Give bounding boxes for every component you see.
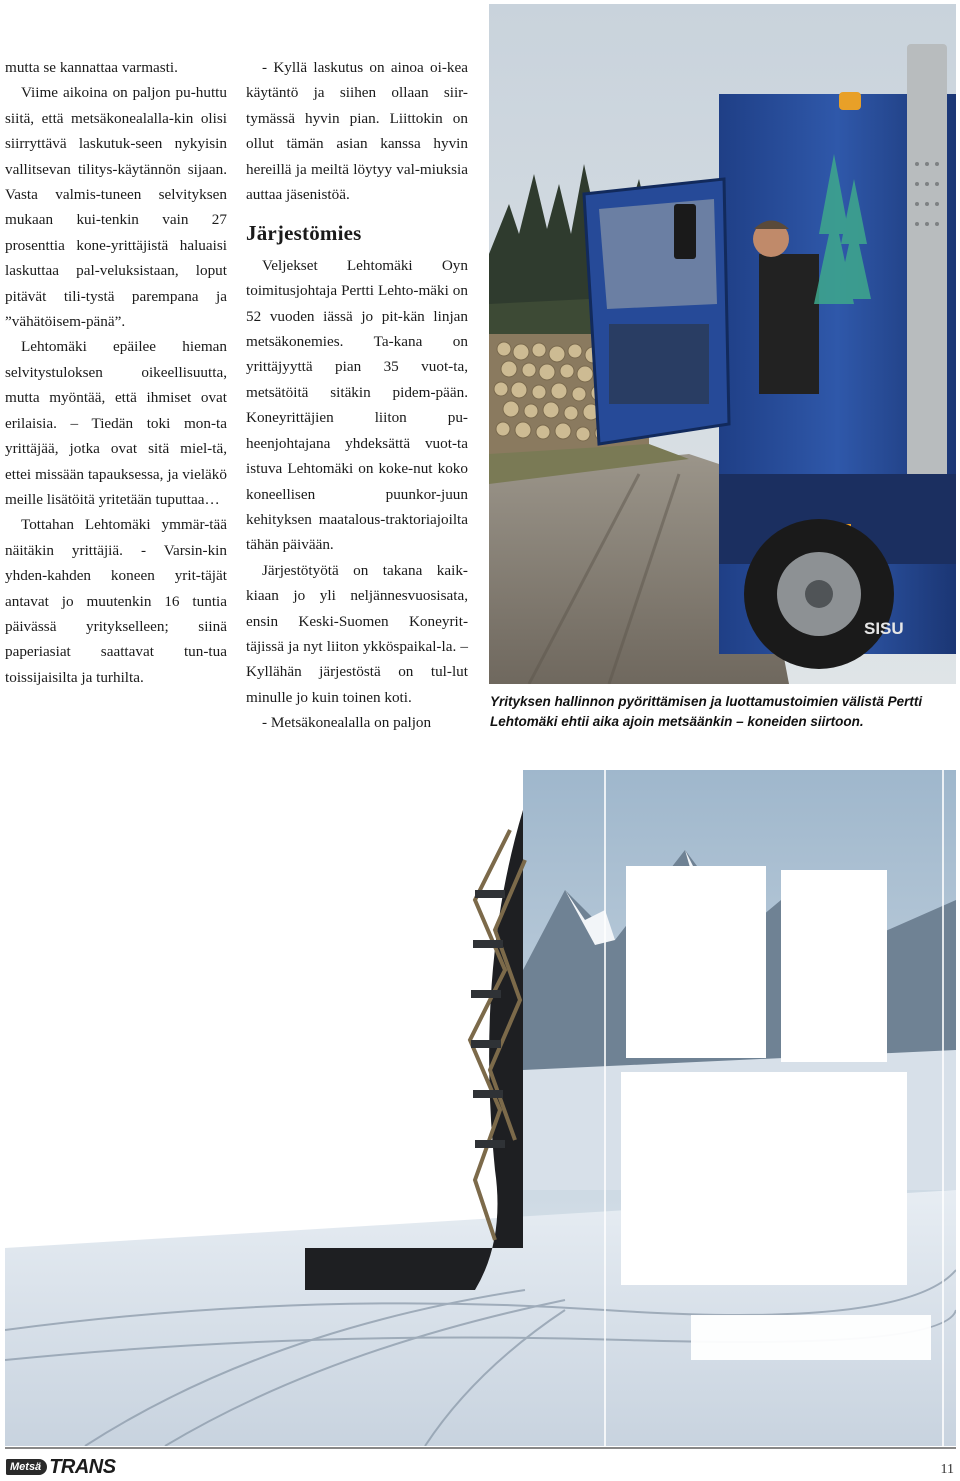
paragraph: mutta se kannattaa varmasti. <box>5 59 178 76</box>
ad-white-panel <box>691 1315 931 1360</box>
logo-metsa-text: Metsä <box>6 1459 47 1475</box>
paragraph: Järjestötyötä on takana kaik-kiaan jo yli neljännesvuosisata, ensin Keski-Suomen Koneyrit-täjissä ja nyt liiton ykköspaikal-la. – Kyllähän järjestöstä on tul-lut minulle jo kuin toinen koti. <box>246 561 468 706</box>
truck-photo <box>489 4 956 684</box>
paragraph: Lehtomäki epäilee hieman selvitystuloksen oikeellisuutta, mutta myöntää, että ihmiset ovat erilaisia. – Tiedän toki mon-ta yrittäjää, jotka ovat sitä miel-tä, ettei missään tapauksessa, ja vieläkö meille lisätöitä yritetään tuputtaa… <box>5 338 227 508</box>
paragraph: - Metsäkonealalla on paljon <box>262 714 432 732</box>
paragraph: - Kyllä laskutus on ainoa oi-kea käytäntö ja siihen ollaan siir-tymässä hyvin pian. Liittokin on ollut tämän asian kanssa hyvin hereillä ja meiltä löytyy val-miuksia auttaa jäsenistöä. <box>246 59 468 204</box>
photo-caption: Yrityksen hallinnon pyörittämisen ja luottamustoimien välistä Pertti Lehtomäki ehtii aika ajoin metsäänkin – koneiden siirtoon. <box>490 694 923 729</box>
winter-tyre-photo <box>5 770 956 1446</box>
logo-trans-text: TRANS <box>49 1455 116 1478</box>
section-heading: Järjestömies <box>246 221 362 246</box>
ad-white-panel <box>621 1072 907 1285</box>
paragraph: Veljekset Lehtomäki Oyn toimitusjohtaja Pertti Lehto-mäki on 52 vuoden iässä jo pit-kän linjan metsäkonemies. Ta-kana on yrittäjyyttä pian 35 vuot-ta, metsätöitä sitäkin pidem-pään. Koneyrittäjien liiton pu-heenjohtajana yhdeksättä vuot-ta istuva Lehtomäki on koke-nut koko koneellisen puunkor-juun kehityksen maatalous-traktoriajoilta tähän päivään. <box>246 256 468 554</box>
paragraph: Tottahan Lehtomäki ymmär-tää näitäkin yrittäjiä. - Varsin-kin yhden-kahden koneen yrit-täjät antavat jo muutenkin 16 tuntia päivässä yritykselleen; siinä paperiasiat saattavat tun-tua toissijaisilta ja turhilta. <box>5 516 227 686</box>
article-column-2 <box>246 55 468 736</box>
paragraph: Viime aikoina on paljon pu-huttu siitä, että metsäkonealalla-kin olisi siirryttävä laskutuk-seen nykyisin vallitsevan tilitys-käytännön sijaan. Vasta valmis-tuneen selvityksen mukaan kui-tenkin vain 27 prosenttia kone-yrittäjistä haluaisi laskuttaa pal-veluksistaan, loput pitävät tili-tystä parempana ja ”vähätöisem-pänä”. <box>5 84 227 331</box>
metsatrans-logo <box>6 1456 116 1478</box>
article-column-1 <box>5 55 227 690</box>
footer-divider <box>5 1447 956 1449</box>
ad-white-panel <box>626 866 766 1058</box>
page-number: 11 <box>940 1462 954 1477</box>
ad-white-panel <box>781 870 887 1062</box>
truck-brand-label: SISU <box>864 619 904 638</box>
